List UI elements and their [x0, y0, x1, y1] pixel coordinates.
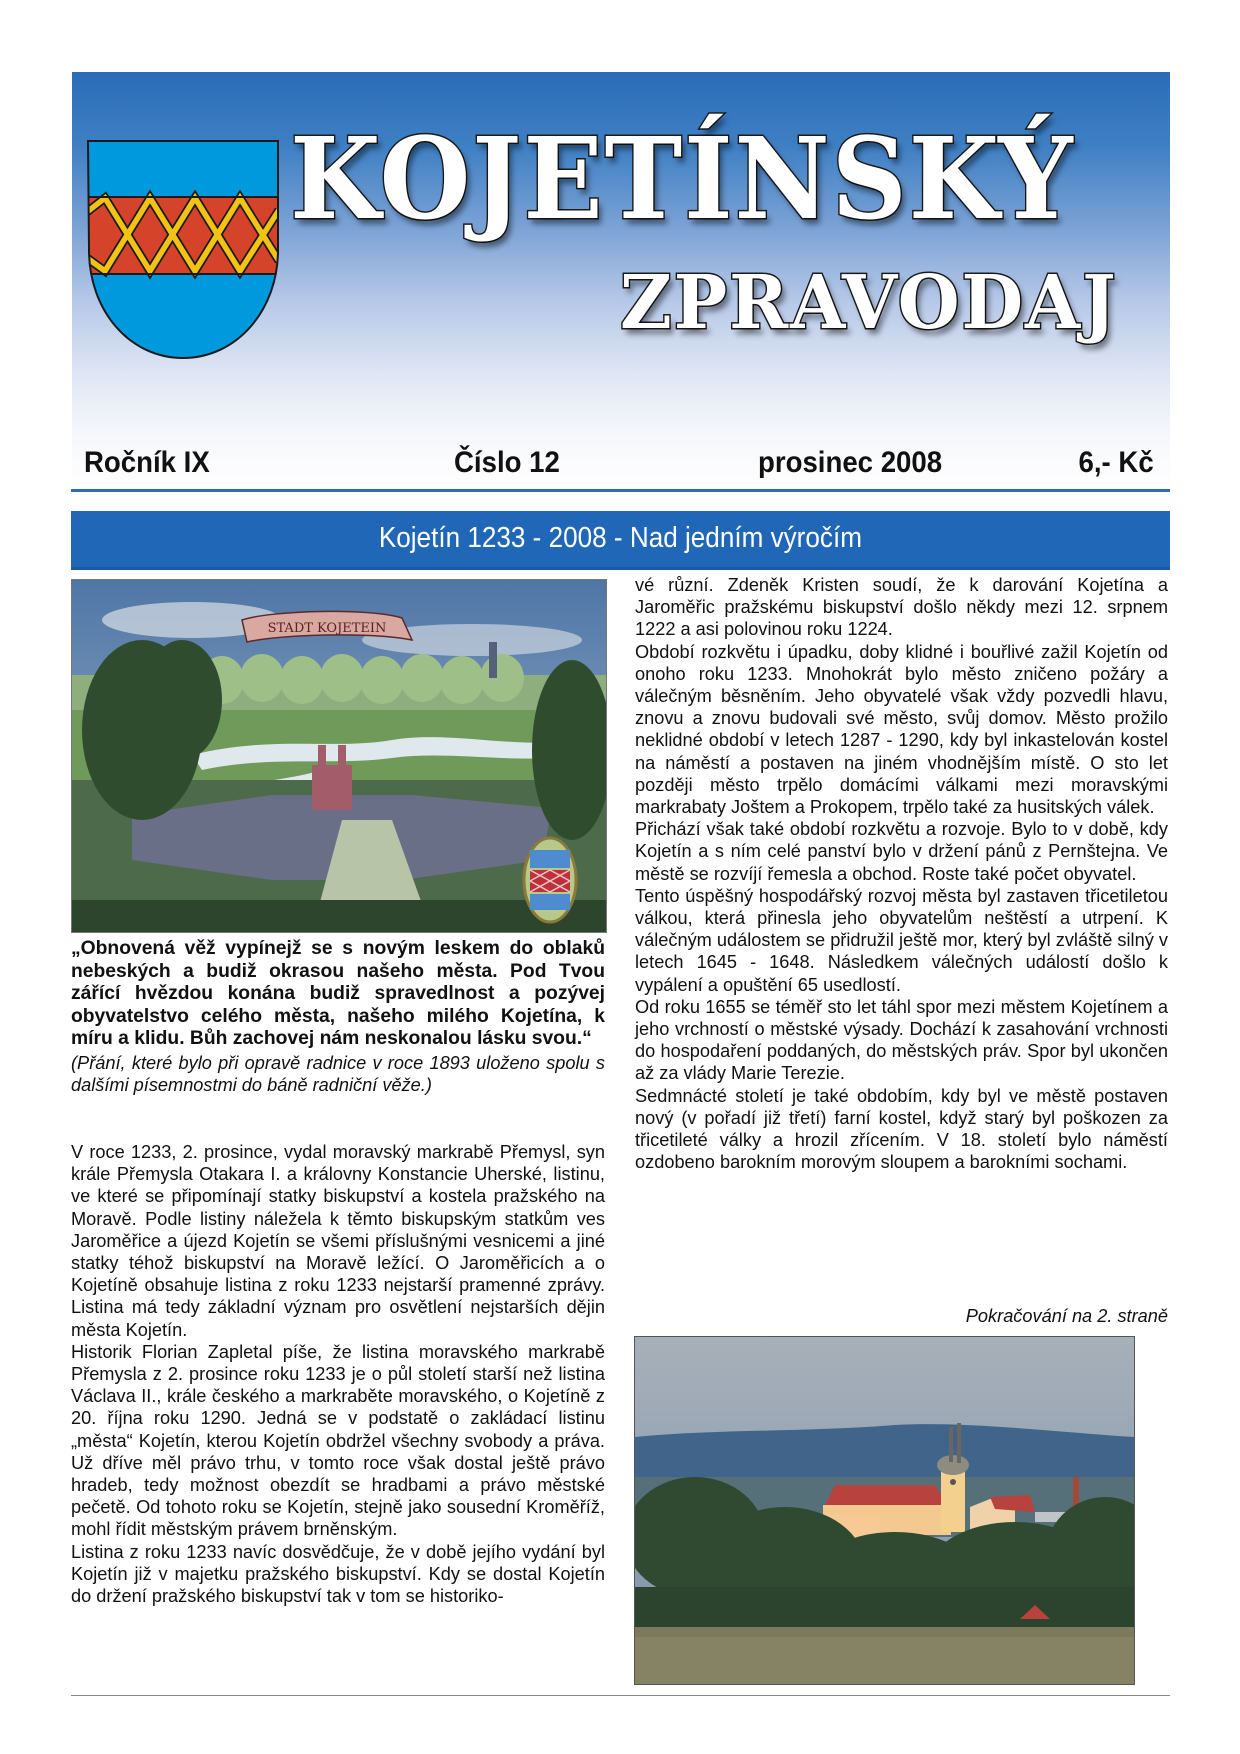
paragraph: Historik Florian Zapletal píše, že listina moravského markrabě Přemysla z 2. prosince roku 1233 je o půl století starší než listina Václava II., krále českého a markraběte moravského, o Kojetíně z 20. října roku 1290. Jedná se v podstatě o zakládací listinu „města“ Kojetín, kterou Kojetín obdržel všechny svobody a práva. Už dříve měl právo trhu, v tomto roce však dostal ještě právo hradeb, tedy možnost obezdít se hradbami a právo městské pečetě. Od tohoto roku se Kojetín, stejně jako sousední Kroměříž, mohl řídit městským právem brněnským. — [71, 1341, 605, 1540]
paragraph: Sedmnácté století je také obdobím, kdy byl ve městě postaven nový (v pořadí již třetí) farní kostel, když starý byl poškozen za třicetileté války a hrozil zřícením. V 18. století bylo náměstí ozdobeno barokním morovým sloupem a barokními sochami. — [635, 1085, 1168, 1173]
paragraph: Od roku 1655 se téměř sto let táhl spor mezi městem Kojetínem a jeho vrchností o městské výsady. Dochází k zasahování vrchnosti do hospodaření poddaných, do městských práv. Spor byl ukončen až za vlády Marie Terezie. — [635, 996, 1168, 1084]
issue-date: prosinec 2008 — [758, 446, 943, 479]
issue-price: 6,- Kč — [1078, 446, 1154, 479]
historical-painting — [71, 579, 607, 933]
town-painting-image — [72, 580, 606, 932]
quote-attribution — [71, 1052, 605, 1096]
paragraph: Listina z roku 1233 navíc dosvědčuje, že v době jejího vydání byl Kojetín již v majetku pražského biskupství. Kdy se dostal Kojetín do držení pražského biskupství tak v tom se historiko- — [71, 1541, 605, 1607]
masthead-subtitle: ZPRAVODAJ — [620, 260, 1118, 346]
header-divider — [71, 489, 1170, 492]
article-title-bar — [71, 511, 1170, 570]
article-title: Kojetín 1233 - 2008 - Nad jedním výročím — [378, 522, 863, 554]
masthead-title: KOJETÍNSKÝ — [290, 114, 1075, 245]
coat-of-arms-icon — [87, 140, 279, 360]
paragraph: vé různí. Zdeněk Kristen soudí, že k darování Kojetína a Jaroměřic pražskému biskupství došlo někdy mezi 12. srpnem 1222 a asi polovinou roku 1224. — [635, 575, 1168, 640]
church-photo-image — [635, 1337, 1134, 1684]
paragraph: V roce 1233, 2. prosince, vydal moravský markrabě Přemysl, syn krále Přemysla Otakara I. a královny Konstancie Uherské, listinu, ve které se připomínají statky biskupství a kostela pražského na Moravě. Podle listiny náležela k těmto biskupským statkům ves Jaroměřice a újezd Kojetín se všemi příslušnými vesnicemi a jiné statky téhož biskupství na Moravě ležící. O Jaroměřicích a o Kojetíně obsahuje listina z roku 1233 nejstarší pramenné zprávy. Listina má tedy základní význam pro osvětlení nejstarších dějin města Kojetín. — [71, 1142, 605, 1340]
paragraph: Období rozkvětu i úpadku, doby klidné i bouřlivé zažil Kojetín od onoho roku 1233. Mnohokrát bylo město zničeno požáry a válečným běsněním. Jeho obyvatelé však vždy pozvedli hlavu, znovu a znovu budovali své město, svůj domov. Město prožilo neklidné období v letech 1287 - 1290, kdy byl inkastelován kostel na náměstí a postaven na jiném vhodnějším místě. O sto let později město trpělo domácími válkami mezi moravskými markrabaty Joštem a Prokopem, trpělo také za husitských válek. — [635, 641, 1168, 818]
footer-divider — [71, 1695, 1170, 1696]
painting-crest-icon — [524, 838, 576, 922]
quote-block — [71, 938, 605, 1051]
quote-text: „Obnovená věž vypínejž se s novým leskem do oblaků nebeských a budiž okrasou našeho města. Pod Tvou zářící hvězdou konána budiž spravedlnost a pozývej obyvatelstvo celého města, našeho milého Kojetína, k míru a klidu. Bůh zachovej nám neskonalou lásku svou.“ — [71, 938, 605, 1050]
painting-banner-text: STADT KOJETEIN — [267, 621, 387, 636]
issue-volume: Ročník IX — [84, 446, 210, 479]
article-body-right — [635, 574, 1168, 1173]
paragraph: Přichází však také období rozkvětu a rozvoje. Bylo to v době, kdy Kojetín a s ním celé panství bylo v držení pánů z Pernštejna. Ve městě se rozvíjí řemesla a obchod. Roste také počet obyvatel. — [635, 819, 1168, 884]
quote-note-text: (Přání, které bylo při opravě radnice v roce 1893 uloženo spolu s dalšími písemnostmi do báně radniční věže.) — [71, 1053, 605, 1096]
paragraph: Tento úspěšný hospodářský rozvoj města byl zastaven třicetiletou válkou, která přinesla jeho obyvatelům neštěstí a utrpení. K válečným událostem se přidružil ještě mor, který byl zvláště silný v letech 1645 - 1648. Následkem válečných událostí došlo k vypálení a opuštění 65 usedlostí. — [635, 885, 1168, 995]
issue-number: Číslo 12 — [454, 446, 560, 479]
article-body-left — [71, 1141, 605, 1607]
continuation-note[interactable]: Pokračování na 2. straně — [965, 1306, 1168, 1326]
church-photo — [634, 1336, 1135, 1685]
masthead-banner — [72, 72, 1170, 492]
